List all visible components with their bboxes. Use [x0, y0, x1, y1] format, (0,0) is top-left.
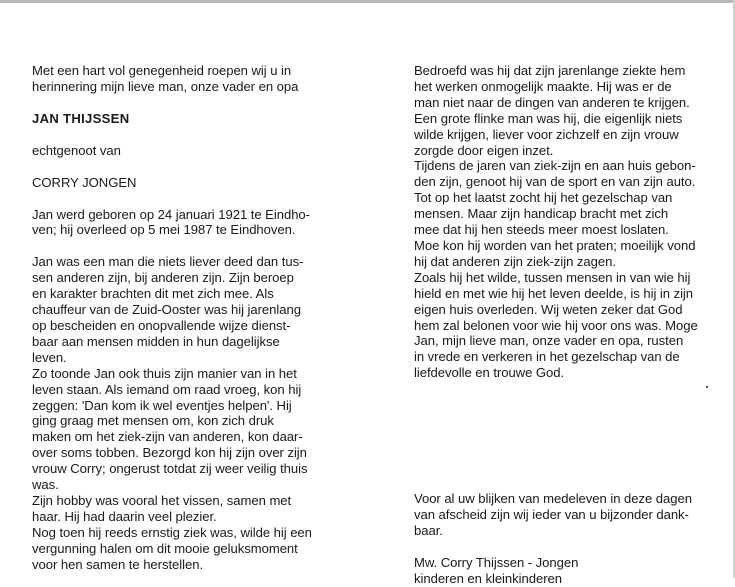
body-line: op bescheiden en onopvallende wijze dienst-: [32, 317, 291, 333]
body-line: Zo toonde Jan ook thuis zijn manier van in het: [32, 365, 297, 381]
body-line: voor hen samen te herstellen.: [32, 556, 204, 572]
body-line: Jan, mijn lieve man, onze vader en opa, rusten: [414, 333, 684, 349]
right-column: [414, 63, 711, 587]
birth-line: ven; hij overleed op 5 mei 1987 te Eindhoven.: [32, 222, 296, 238]
thanks-line: baar.: [414, 522, 443, 538]
thanks-line: van afscheid zijn wij ieder van u bijzonder dank-: [414, 507, 689, 523]
body-line: zeggen: 'Dan kom ik wel eventjes helpen'. Hij: [32, 397, 292, 413]
body-line: Jan was een man die niets liever deed dan tus-: [32, 254, 304, 270]
thanks-paragraph: [414, 491, 711, 539]
body-line: man niet naar de dingen van anderen te krijgen.: [414, 94, 690, 110]
body-line: sen anderen zijn, bij anderen zijn. Zijn beroep: [32, 270, 294, 286]
body-line: haar. Hij had daarin veel plezier.: [32, 508, 217, 524]
birth-line: Jan werd geboren op 24 januari 1921 te Eindho-: [32, 206, 310, 222]
intro-line: herinnering mijn lieve man, onze vader en opa: [32, 78, 299, 94]
body-line: Tot op het laatst zocht hij het gezelschap van: [414, 190, 673, 206]
body-line: eigen huis overleden. Wij weten zeker dat God: [414, 301, 683, 317]
body-line: maken om het ziek-zijn van anderen, kon daar-: [32, 429, 303, 445]
signature-block: [414, 555, 711, 587]
signature-line: Mw. Corry Thijssen - Jongen: [414, 554, 579, 570]
biography-text: [32, 254, 332, 572]
body-line: leven staan. Als iemand om raad vroeg, kon hij: [32, 381, 302, 397]
body-line: Een grote flinke man was hij, die eigenlijk niets: [414, 110, 683, 126]
body-line: Zoals hij het wilde, tussen mensen in van wie hij: [414, 269, 691, 285]
body-line: Tijdens de jaren van ziek-zijn en aan huis gebon-: [414, 158, 696, 174]
body-line: liefdevolle en trouwe God.: [414, 365, 565, 381]
body-line: den zijn, genoot hij van de sport en van zijn auto.: [414, 174, 696, 190]
body-line: hij dat anderen zijn ziek-zijn zagen.: [414, 253, 616, 269]
body-line: en karakter brachten dit met zich mee. Als: [32, 286, 274, 302]
body-line: vrouw Corry; ongerust totdat zij weer veilig thuis: [32, 461, 308, 477]
body-line: chauffeur van de Zuid-Ooster was hij jarenlang: [32, 302, 301, 318]
body-line: was.: [32, 477, 59, 493]
body-line: wilde krijgen, liever voor zichzelf en zijn vrouw: [414, 126, 679, 142]
thanks-line: Voor al uw blijken van medeleven in deze dagen: [414, 491, 692, 507]
body-line: leven.: [32, 349, 67, 365]
body-line: hield en met wie hij het leven deelde, is hij in zijn: [414, 285, 694, 301]
deceased-name: JAN THIJSSEN: [32, 110, 130, 126]
body-line: ging graag met mensen om, kon zich druk: [32, 413, 274, 429]
body-line: Bedroefd was hij dat zijn jarenlange ziekte hem: [414, 63, 686, 78]
body-line: Moe kon hij worden van het praten; moeilijk vond: [414, 237, 696, 253]
body-line: mee dat hij hen steeds meer moest loslaten.: [414, 222, 669, 238]
signature-line: kinderen en kleinkinderen: [414, 570, 562, 586]
body-line: over soms tobben. Bezorgd kon hij zijn over zijn: [32, 445, 307, 461]
top-border: [0, 0, 735, 3]
body-line: Nog toen hij reeds ernstig ziek was, wilde hij een: [32, 524, 312, 540]
body-line: mensen. Maar zijn handicap bracht met zich: [414, 206, 669, 222]
body-line: het werken onmogelijk maakte. Hij was er de: [414, 78, 672, 94]
birth-paragraph: [32, 207, 332, 239]
intro-line: Met een hart vol genegenheid roepen wij u in: [32, 63, 292, 78]
body-line: in vrede en verkeren in het gezelschap van de: [414, 349, 680, 365]
spouse-label: echtgenoot van: [32, 142, 121, 158]
spouse-name: CORRY JONGEN: [32, 174, 137, 190]
biography-continued: [414, 63, 711, 381]
body-line: vergunning halen om dit mooie geluksmoment: [32, 540, 298, 556]
body-line: hem zal belonen voor wie hij voor ons was. Moge: [414, 317, 698, 333]
body-line: Zijn hobby was vooral het vissen, samen met: [32, 492, 292, 508]
body-line: zorgde door eigen inzet.: [414, 142, 554, 158]
print-speck: [706, 386, 708, 388]
intro-paragraph: [32, 63, 332, 95]
body-line: baar aan mensen midden in hun dagelijkse: [32, 333, 280, 349]
left-column: [32, 63, 332, 572]
